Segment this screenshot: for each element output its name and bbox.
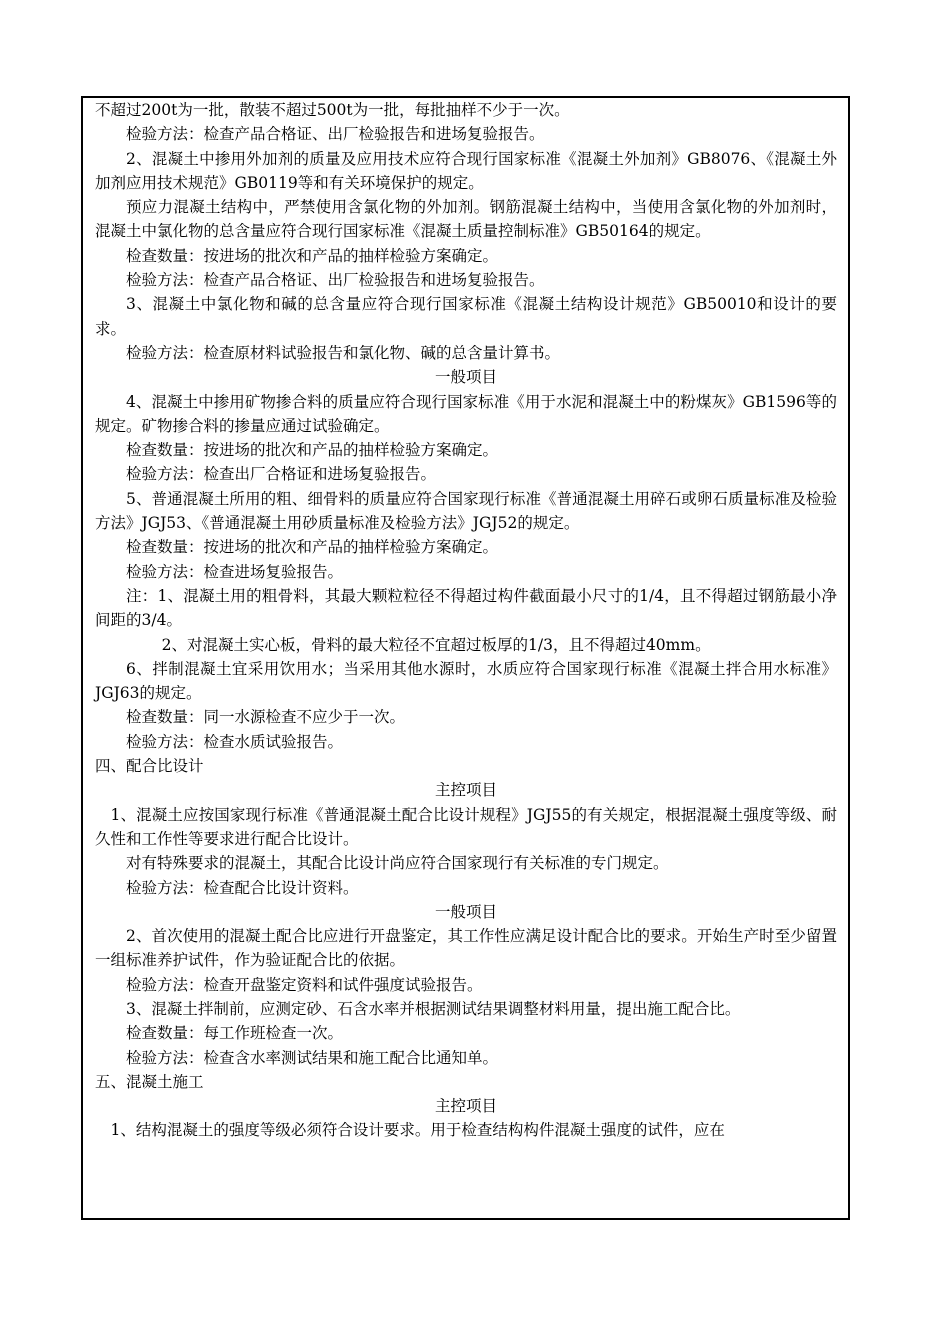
paragraph-aggregate-standard: 5、普通混凝土所用的粗、细骨料的质量应符合国家现行标准《普通混凝土用碎石或卵石质量标准及检验方法》JGJ53、《普通混凝土用砂质量标准及检验方法》JGJ52的规定。 <box>95 489 837 533</box>
paragraph-note-solid-slab: 2、对混凝土实心板，骨料的最大粒径不宜超过板厚的1/3，且不得超过40mm。 <box>161 635 711 654</box>
section-heading-general: 一般项目 <box>434 902 497 921</box>
paragraph-trial-batch: 2、首次使用的混凝土配合比应进行开盘鉴定，其工作性应满足设计配合比的要求。开始生产时至少留置一组标准养护试件，作为验证配合比的依据。 <box>95 927 837 970</box>
paragraph-inspection-quantity: 检查数量：按进场的批次和产品的抽样检验方案确定。 <box>126 441 499 460</box>
paragraph-mixing-water: 6、拌制混凝土宜采用饮用水；当采用其他水源时，水质应符合国家现行标准《混凝土拌合用水标准》JGJ63的规定。 <box>95 659 837 703</box>
paragraph-chloride-prohibition: 预应力混凝土结构中，严禁使用含氯化物的外加剂。钢筋混凝土结构中，当使用含氯化物的外加剂时，混凝土中氯化物的总含量应符合现行国家标准《混凝土质量控制标准》GB50164的规定。 <box>95 198 837 241</box>
section-heading-general: 一般项目 <box>434 368 497 387</box>
paragraph-strength-grade: 1、结构混凝土的强度等级必须符合设计要求。用于检查结构构件混凝土强度的试件，应在 <box>110 1121 725 1140</box>
paragraph-inspection-quantity: 检查数量：按进场的批次和产品的抽样检验方案确定。 <box>126 538 499 557</box>
paragraph-moisture-content: 3、混凝土拌制前，应测定砂、石含水率并根据测试结果调整材料用量，提出施工配合比。 <box>126 999 741 1018</box>
paragraph-inspection-method: 检验方法：检查含水率测试结果和施工配合比通知单。 <box>126 1048 499 1067</box>
paragraph-inspection-method: 检验方法：检查原材料试验报告和氯化物、碱的总含量计算书。 <box>126 343 561 362</box>
section-title-concrete-construction: 五、混凝土施工 <box>95 1072 204 1091</box>
paragraph-batch-limit: 不超过200t为一批，散装不超过500t为一批，每批抽样不少于一次。 <box>95 101 570 119</box>
paragraph-inspection-quantity: 检查数量：同一水源检查不应少于一次。 <box>126 708 406 727</box>
paragraph-special-requirements: 对有特殊要求的混凝土，其配合比设计尚应符合国家现行有关标准的专门规定。 <box>126 854 669 873</box>
paragraph-inspection-quantity: 检查数量：按进场的批次和产品的抽样检验方案确定。 <box>126 246 499 265</box>
section-heading-main-control: 主控项目 <box>434 781 497 800</box>
paragraph-mix-design-rule: 1、混凝土应按国家现行标准《普通混凝土配合比设计规程》JGJ55的有关规定，根据混凝土强度等级、耐久性和工作性等要求进行配合比设计。 <box>95 805 837 848</box>
paragraph-inspection-method: 检验方法：检查产品合格证、出厂检验报告和进场复验报告。 <box>126 271 545 290</box>
paragraph-inspection-method: 检验方法：检查进场复验报告。 <box>126 562 344 581</box>
document-body <box>95 98 837 1143</box>
section-heading-main-control: 主控项目 <box>434 1097 497 1116</box>
paragraph-admixture-standard: 2、混凝土中掺用外加剂的质量及应用技术应符合现行国家标准《混凝土外加剂》GB8076、《混凝土外加剂应用技术规范》GB0119等和有关环境保护的规定。 <box>95 149 837 192</box>
paragraph-inspection-method: 检验方法：检查出厂合格证和进场复验报告。 <box>126 465 437 484</box>
section-title-mix-design: 四、配合比设计 <box>95 757 204 776</box>
paragraph-inspection-method: 检验方法：检查配合比设计资料。 <box>126 878 359 897</box>
document-frame <box>81 96 850 1220</box>
paragraph-inspection-quantity: 检查数量：每工作班检查一次。 <box>126 1024 344 1043</box>
paragraph-note-coarse-aggregate: 注：1、混凝土用的粗骨料，其最大颗粒粒径不得超过构件截面最小尺寸的1/4，且不得超过钢筋最小净间距的3/4。 <box>95 586 837 630</box>
paragraph-mineral-admixture: 4、混凝土中掺用矿物掺合料的质量应符合现行国家标准《用于水泥和混凝土中的粉煤灰》GB1596等的规定。矿物掺合料的掺量应通过试验确定。 <box>95 392 837 435</box>
paragraph-inspection-method: 检验方法：检查产品合格证、出厂检验报告和进场复验报告。 <box>126 125 545 144</box>
paragraph-inspection-method: 检验方法：检查水质试验报告。 <box>126 732 344 751</box>
paragraph-chloride-alkali: 3、混凝土中氯化物和碱的总含量应符合现行国家标准《混凝土结构设计规范》GB50010和设计的要求。 <box>95 295 837 338</box>
paragraph-inspection-method: 检验方法：检查开盘鉴定资料和试件强度试验报告。 <box>126 975 483 994</box>
